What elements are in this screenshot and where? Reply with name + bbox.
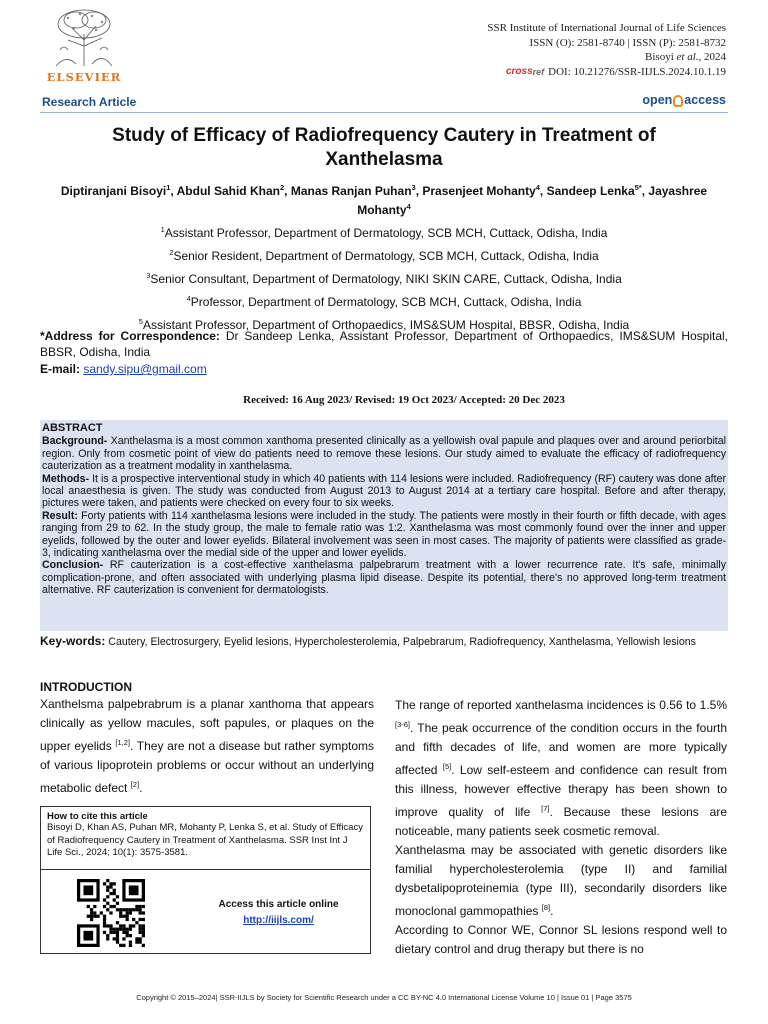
intro-paragraph-right-1: The range of reported xanthelasma incidences is 0.56 to 1.5% [3-6]. The peak occurrence of the condition occurs in the fourth and fifth decades of life, and women are more typically affected [5]. Low self-esteem and confidence can result from this illness, however effective therapy has been shown to improve quality of life [7]. Because these lesions are noticeable, many patients seek cosmetic removal. — [395, 698, 727, 838]
affiliation-list — [40, 220, 728, 335]
intro-paragraph-right-3: According to Connor WE, Connor SL lesions respond well to dietary control and drug therapy but there is no — [395, 923, 727, 956]
elsevier-tree-icon — [46, 6, 122, 68]
abstract-conclusion: Conclusion- RF cauterization is a cost-effective xanthelasma palpebrarum treatment with a lower recurrence rate. It's safe, minimally complication-prone, and often associated with underlying plasma lipid disease. Despite its potential, there's no approved long-term treatment alternative. RF cauterization is convenient for dermatologists. — [42, 559, 726, 597]
affiliation-item: $^2$Senior Resident, Department of Dermatology, SCB MCH, Cuttack, Odisha, India — [169, 248, 599, 263]
abstract-box — [40, 420, 728, 631]
author-name: Sandeep Lenka — [546, 184, 635, 198]
access-url-link[interactable]: http://iijls.com/ — [243, 915, 314, 926]
affiliation-item: $^4$Professor, Department of Dermatology, SCB MCH, Cuttack, Odisha, India — [186, 294, 582, 309]
page-footer: Copyright © 2015–2024| SSR-IIJLS by Society for Scientific Research under a CC BY-NC 4.0 International License Volume 10 | Issue 01 | Page 3575 — [136, 993, 632, 1002]
abstract-background: Background- Xanthelasma is a most common xanthoma presented clinically as a yellowish oval papule and plaques over and around periorbital region. Only from cosmetic point of view do patients need to remove these lesions. Our study aimed to evaluate the efficacy of radiofrequency cauterization as a treatment modality in xanthelasma. — [42, 435, 726, 473]
elsevier-logo — [40, 6, 128, 86]
author-affiliation-mark: 4 — [406, 202, 411, 211]
introduction-heading: INTRODUCTION — [40, 680, 132, 694]
email-line: E-mail: sandy.sipu@gmail.com — [40, 362, 207, 376]
access-online — [191, 897, 366, 929]
citation-text: Bisoyi D, Khan AS, Puhan MR, Mohanty P, Lenka S, et al. Study of Efficacy of Radiofrequency Cautery in Treatment of Xanthelasma. SSR Inst Int J Life Sci., 2024; 10(1): 3575-3581. — [47, 822, 363, 858]
email-link[interactable]: sandy.sipu@gmail.com — [83, 362, 207, 376]
author-year: Bisoyi et al., 2024 — [645, 51, 726, 63]
author-list: Diptiranjani Bisoyi$^1$, Abdul Sahid Khan$^2$, Manas Ranjan Puhan$^3$, Prasenjeet Mohanty$^4$, Sandeep Lenka$^{5*}$, Jayashree Mohanty$^4$ — [60, 183, 708, 217]
author-affiliation-mark: 3 — [411, 183, 416, 192]
article-dates: Received: 16 Aug 2023/ Revised: 19 Oct 2023/ Accepted: 20 Dec 2023 — [243, 394, 565, 406]
affiliation-item: $^5$Assistant Professor, Department of Orthopaedics, IMS&SUM Hospital, BBSR, Odisha, India — [138, 317, 630, 332]
keywords: Key-words: Cautery, Electrosurgery, Eyelid lesions, Hypercholesterolemia, Palpebrarum, Radiofrequency, Xanthelasma, Yellowish lesions — [40, 634, 696, 648]
citation-box — [40, 806, 371, 954]
abstract-heading: ABSTRACT — [42, 422, 103, 434]
open-access-logo: open access — [642, 93, 726, 107]
journal-name: SSR Institute of International Journal of Life Sciences — [487, 22, 726, 34]
abstract-methods: Methods- It is a prospective interventional study in which 40 patients with 114 lesions were included. Radiofrequency (RF) cautery was done after local anaesthesia is given. The study was conducted from August 2013 to August 2014 at a tertiary care hospital. Before and after therapy, pictures were taken, and patients were checked on every four to six weeks. — [42, 472, 726, 510]
citation-divider — [41, 869, 370, 870]
author-affiliation-mark: 4 — [535, 183, 540, 192]
author-name: Jayashree Mohanty — [357, 184, 708, 217]
open-lock-icon — [673, 95, 683, 107]
author-name: Manas Ranjan Puhan — [290, 184, 412, 198]
author-name: Abdul Sahid Khan — [176, 184, 280, 198]
article-title: Study of Efficacy of Radiofrequency Cautery in Treatment of Xanthelasma — [112, 125, 656, 170]
issn: ISSN (O): 2581-8740 | ISSN (P): 2581-8732 — [529, 36, 726, 49]
article-type: Research Article — [42, 95, 137, 109]
author-name: Prasenjeet Mohanty — [422, 184, 536, 198]
qr-code-icon[interactable] — [77, 879, 145, 947]
affiliation-item: $^3$Senior Consultant, Department of Dermatology, NIKI SKIN CARE, Cuttack, Odisha, India — [146, 271, 622, 286]
header-divider — [40, 112, 728, 113]
abstract-result: Result: Forty patients with 114 xanthelasma lesions were included in the study. The patients were mostly in their fourth or fifth decade, with ages ranging from 29 to 62. In the study group, the male to female ratio was 1:2. Xanthelasma was most commonly found over the inner and upper eyelids, followed by the outer and lower eyelids. Bilateral involvement was seen in most cases. The majority of patients were classified as grade-3, indicating xanthelasma over the medial side of the upper and lower eyelids. — [42, 509, 726, 560]
doi[interactable]: DOI: 10.21276/SSR-IIJLS.2024.10.1.19 — [548, 65, 726, 78]
left-column — [40, 680, 374, 798]
intro-paragraph-right-2: Xanthelasma may be associated with genetic disorders like familial hypercholesterolemia (type II) and familial dysbetalipoproteinemia (type III), secondarily disorders like monoclonal gammopathies [8]. — [395, 843, 727, 918]
affiliation-item: $^1$Assistant Professor, Department of Dermatology, SCB MCH, Cuttack, Odisha, India — [160, 225, 608, 240]
intro-paragraph-left: Xanthelsma palpebrabrum is a planar xanthoma that appears clinically as yellow macules, soft papules, or plaques on the upper eyelids [1,2]. They are not a disease but rather symptoms of various lipoprotein problems or occur without an underlying metabolic defect [2]. — [40, 697, 374, 795]
author-affiliation-mark: 1 — [166, 183, 171, 192]
citation-heading: How to cite this article — [47, 811, 148, 822]
author-name: Diptiranjani Bisoyi — [60, 184, 167, 198]
publisher-name: ELSEVIER — [46, 70, 122, 84]
doi-line — [487, 65, 726, 80]
author-affiliation-mark: 5* — [634, 183, 642, 192]
right-column — [395, 696, 727, 959]
access-label: Access this article online — [218, 899, 339, 910]
author-affiliation-mark: 2 — [279, 183, 285, 192]
crossref-logo-icon: cross ref — [505, 65, 545, 77]
journal-info — [487, 21, 726, 79]
correspondence: *Address for Correspondence: Dr Sandeep Lenka, Assistant Professor, Department of Orthopaedics, IMS&SUM Hospital, BBSR, Odisha, India — [40, 329, 729, 359]
